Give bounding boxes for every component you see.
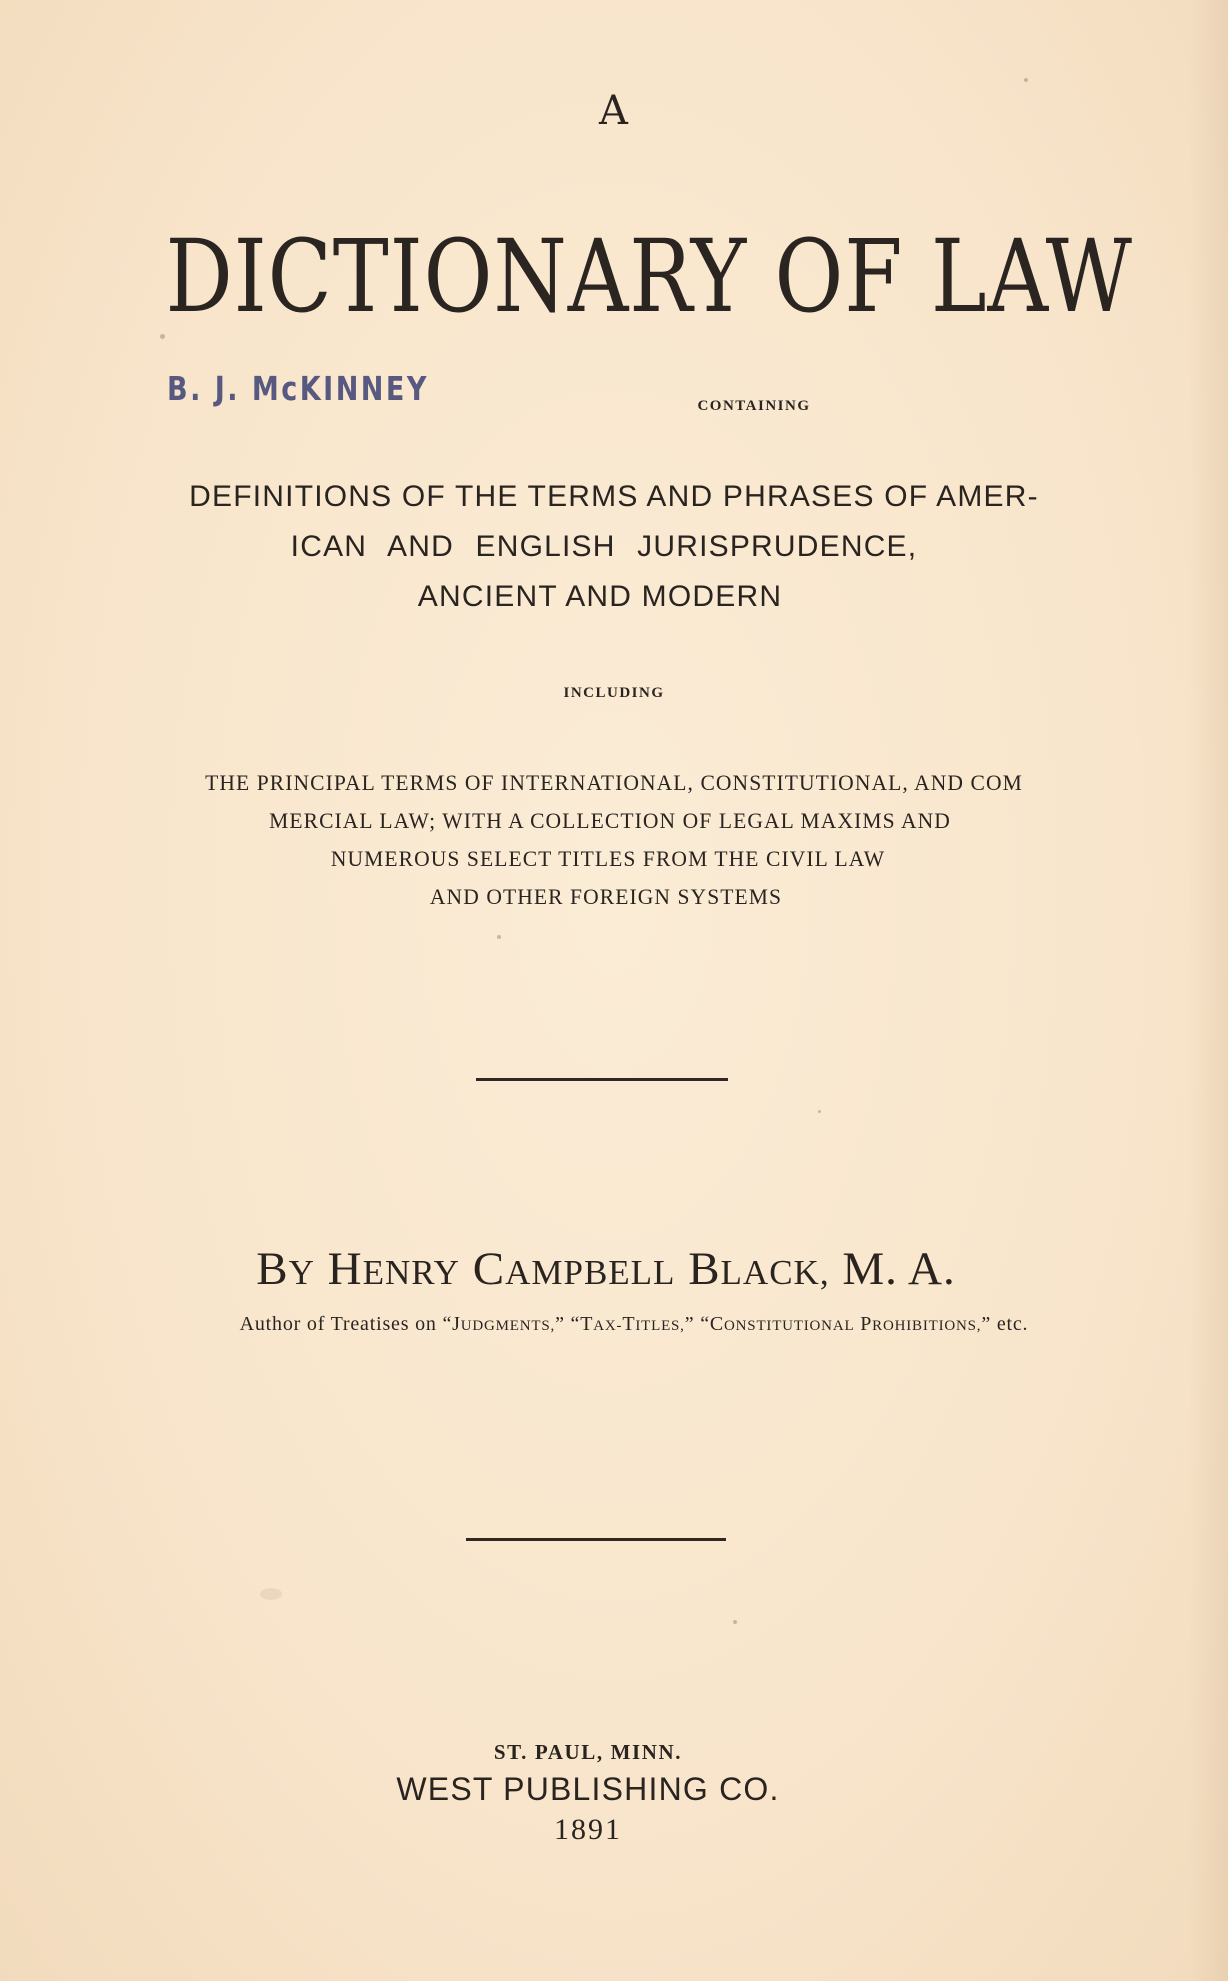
- owner-stamp: B. J. McKINNEY: [167, 369, 429, 408]
- principal-terms-line: MERCIAL LAW; WITH A COLLECTION OF LEGAL MAXIMS AND: [269, 808, 951, 833]
- page-edge-shadow: [1188, 0, 1228, 1981]
- imprint-publisher: WEST PUBLISHING CO.: [396, 1771, 780, 1807]
- principal-terms-line: THE PRINCIPAL TERMS OF INTERNATIONAL, CONSTITUTIONAL, AND COM: [205, 770, 1023, 795]
- divider-rule: [466, 1538, 726, 1541]
- paper-speck: [160, 334, 165, 339]
- author-works: Author of Treatises on “JUDGMENTS,” “TAX-TITLES,” “CONSTITUTIONAL PROHIBITIONS,” etc.: [239, 1313, 1029, 1335]
- paper-speck: [497, 935, 501, 939]
- including-label: INCLUDING: [563, 685, 665, 701]
- divider-rule: [476, 1078, 728, 1081]
- definitions-line: DEFINITIONS OF THE TERMS AND PHRASES OF AMER-: [189, 480, 1039, 513]
- book-title: DICTIONARY OF LAW: [165, 218, 1133, 335]
- imprint-year: 1891: [554, 1813, 622, 1846]
- paper-stain: [260, 1588, 282, 1600]
- imprint-place: ST. PAUL, MINN.: [493, 1740, 683, 1764]
- paper-speck: [733, 1620, 737, 1624]
- paper-speck: [1024, 78, 1028, 82]
- definitions-line: ICAN AND ENGLISH JURISPRUDENCE,: [290, 530, 918, 563]
- paper-speck: [818, 1110, 821, 1113]
- definitions-line: ANCIENT AND MODERN: [417, 580, 783, 613]
- author-byline: BY HENRY CAMPBELL BLACK, M. A.: [256, 1243, 956, 1295]
- author-degree: M. A.: [842, 1243, 956, 1295]
- containing-label: CONTAINING: [697, 398, 811, 414]
- principal-terms-line: AND OTHER FOREIGN SYSTEMS: [429, 884, 783, 909]
- principal-terms-line: NUMEROUS SELECT TITLES FROM THE CIVIL LAW: [330, 846, 886, 871]
- title-article: A: [599, 88, 629, 134]
